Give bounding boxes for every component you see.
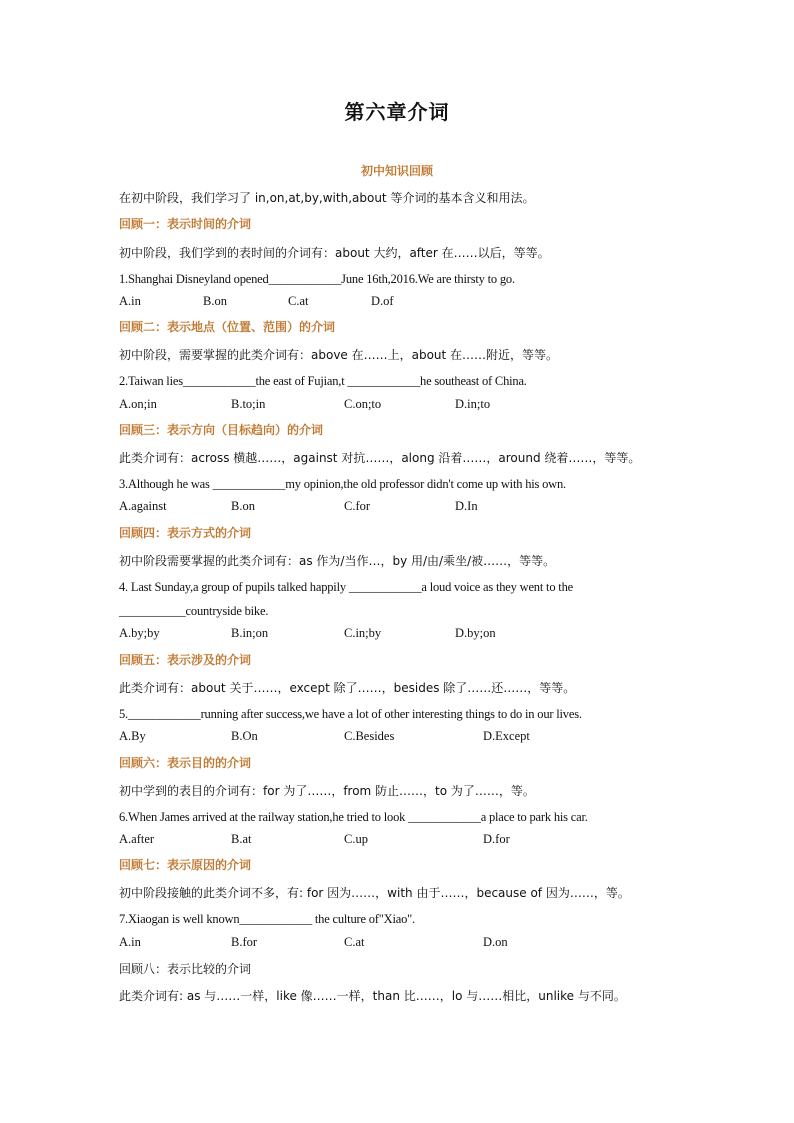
question-text: 1.Shanghai Disneyland opened____________June 16th,2016.We are thirsty to go. bbox=[119, 272, 515, 286]
section-subtitle: 初中知识回顾 bbox=[360, 164, 433, 178]
section-heading: 回顾四：表示方式的介词 bbox=[119, 526, 252, 540]
answer-options bbox=[119, 397, 699, 415]
answer-options bbox=[119, 832, 699, 850]
option-c: C.on;to bbox=[344, 397, 382, 411]
option-d: D.in;to bbox=[455, 397, 491, 411]
answer-options bbox=[119, 294, 699, 312]
section-description: 初中阶段，我们学到的表时间的介词有：about 大约，after 在……以后，等等。 bbox=[119, 246, 550, 260]
option-c: C.up bbox=[344, 832, 368, 846]
option-b: B.in;on bbox=[231, 626, 269, 640]
question-text-continued: ___________countryside bike. bbox=[119, 604, 269, 618]
option-d: D.of bbox=[371, 294, 394, 308]
question-text: 5.____________running after success,we have a lot of other interesting things to do in our lives. bbox=[119, 707, 582, 721]
section-description: 初中学到的表目的介词有：for 为了……，from 防止……，to 为了……，等。 bbox=[119, 784, 535, 798]
option-d: D.by;on bbox=[455, 626, 496, 640]
section-heading: 回顾五：表示涉及的介词 bbox=[119, 653, 252, 667]
question-text: 6.When James arrived at the railway station,he tried to look ____________a place to park his car. bbox=[119, 810, 588, 824]
answer-options bbox=[119, 935, 699, 953]
question-text: 7.Xiaogan is well known____________ the culture of"Xiao". bbox=[119, 912, 415, 926]
option-d: D.for bbox=[483, 832, 510, 846]
option-c: C.in;by bbox=[344, 626, 382, 640]
section-description: 初中阶段，需要掌握的此类介词有：above 在……上，about 在……附近，等等。 bbox=[119, 348, 559, 362]
option-b: B.at bbox=[231, 832, 252, 846]
option-a: A.on;in bbox=[119, 397, 157, 411]
option-b: B.for bbox=[231, 935, 258, 949]
option-a: A.by;by bbox=[119, 626, 160, 640]
option-c: C.at bbox=[288, 294, 309, 308]
section-heading: 回顾一：表示时间的介词 bbox=[119, 217, 252, 231]
option-b: B.on bbox=[231, 499, 255, 513]
option-c: C.for bbox=[344, 499, 371, 513]
section-description: 初中阶段接触的此类介词不多，有: for 因为……，with 由于……，because of 因为……，等。 bbox=[119, 886, 630, 900]
section-heading: 回顾七：表示原因的介词 bbox=[119, 858, 252, 872]
option-d: D.Except bbox=[483, 729, 530, 743]
option-b: B.on bbox=[203, 294, 227, 308]
answer-options bbox=[119, 626, 699, 644]
page-title: 第六章介词 bbox=[344, 100, 450, 124]
option-a: A.against bbox=[119, 499, 167, 513]
option-d: D.In bbox=[455, 499, 478, 513]
question-text: 2.Taiwan lies____________the east of Fujian,t ____________he southeast of China. bbox=[119, 374, 527, 388]
option-b: B.to;in bbox=[231, 397, 266, 411]
answer-options bbox=[119, 499, 699, 517]
option-a: A.in bbox=[119, 935, 141, 949]
section-description: 此类介词有: as 与……一样，like 像……一样，than 比……，lo 与……相比，unlike 与不同。 bbox=[119, 989, 626, 1003]
option-c: C.Besides bbox=[344, 729, 395, 743]
option-a: A.in bbox=[119, 294, 141, 308]
option-b: B.On bbox=[231, 729, 258, 743]
section-heading: 回顾三：表示方向（目标趋向）的介词 bbox=[119, 423, 324, 437]
option-a: A.after bbox=[119, 832, 155, 846]
option-a: A.By bbox=[119, 729, 146, 743]
section-description: 此类介词有：across 横越……，against 对抗……，along 沿着……，around 绕着……，等等。 bbox=[119, 451, 641, 465]
section-heading: 回顾六：表示目的的介词 bbox=[119, 756, 252, 770]
option-d: D.on bbox=[483, 935, 508, 949]
question-text: 4. Last Sunday,a group of pupils talked happily ____________a loud voice as they went to the bbox=[119, 580, 573, 594]
section-description: 初中阶段需要掌握的此类介词有：as 作为/当作…，by 用/由/乘坐/被……，等等。 bbox=[119, 554, 556, 568]
option-c: C.at bbox=[344, 935, 365, 949]
intro-text: 在初中阶段，我们学习了 in,on,at,by,with,about 等介词的基本含义和用法。 bbox=[119, 191, 535, 205]
question-text: 3.Although he was ____________my opinion,the old professor didn't come up with his own. bbox=[119, 477, 566, 491]
section-heading: 回顾二：表示地点（位置、范围）的介词 bbox=[119, 320, 336, 334]
section-description: 此类介词有：about 关于……，except 除了……，besides 除了……还……，等等。 bbox=[119, 681, 576, 695]
section-heading: 回顾八：表示比较的介词 bbox=[119, 962, 252, 976]
answer-options bbox=[119, 729, 699, 747]
